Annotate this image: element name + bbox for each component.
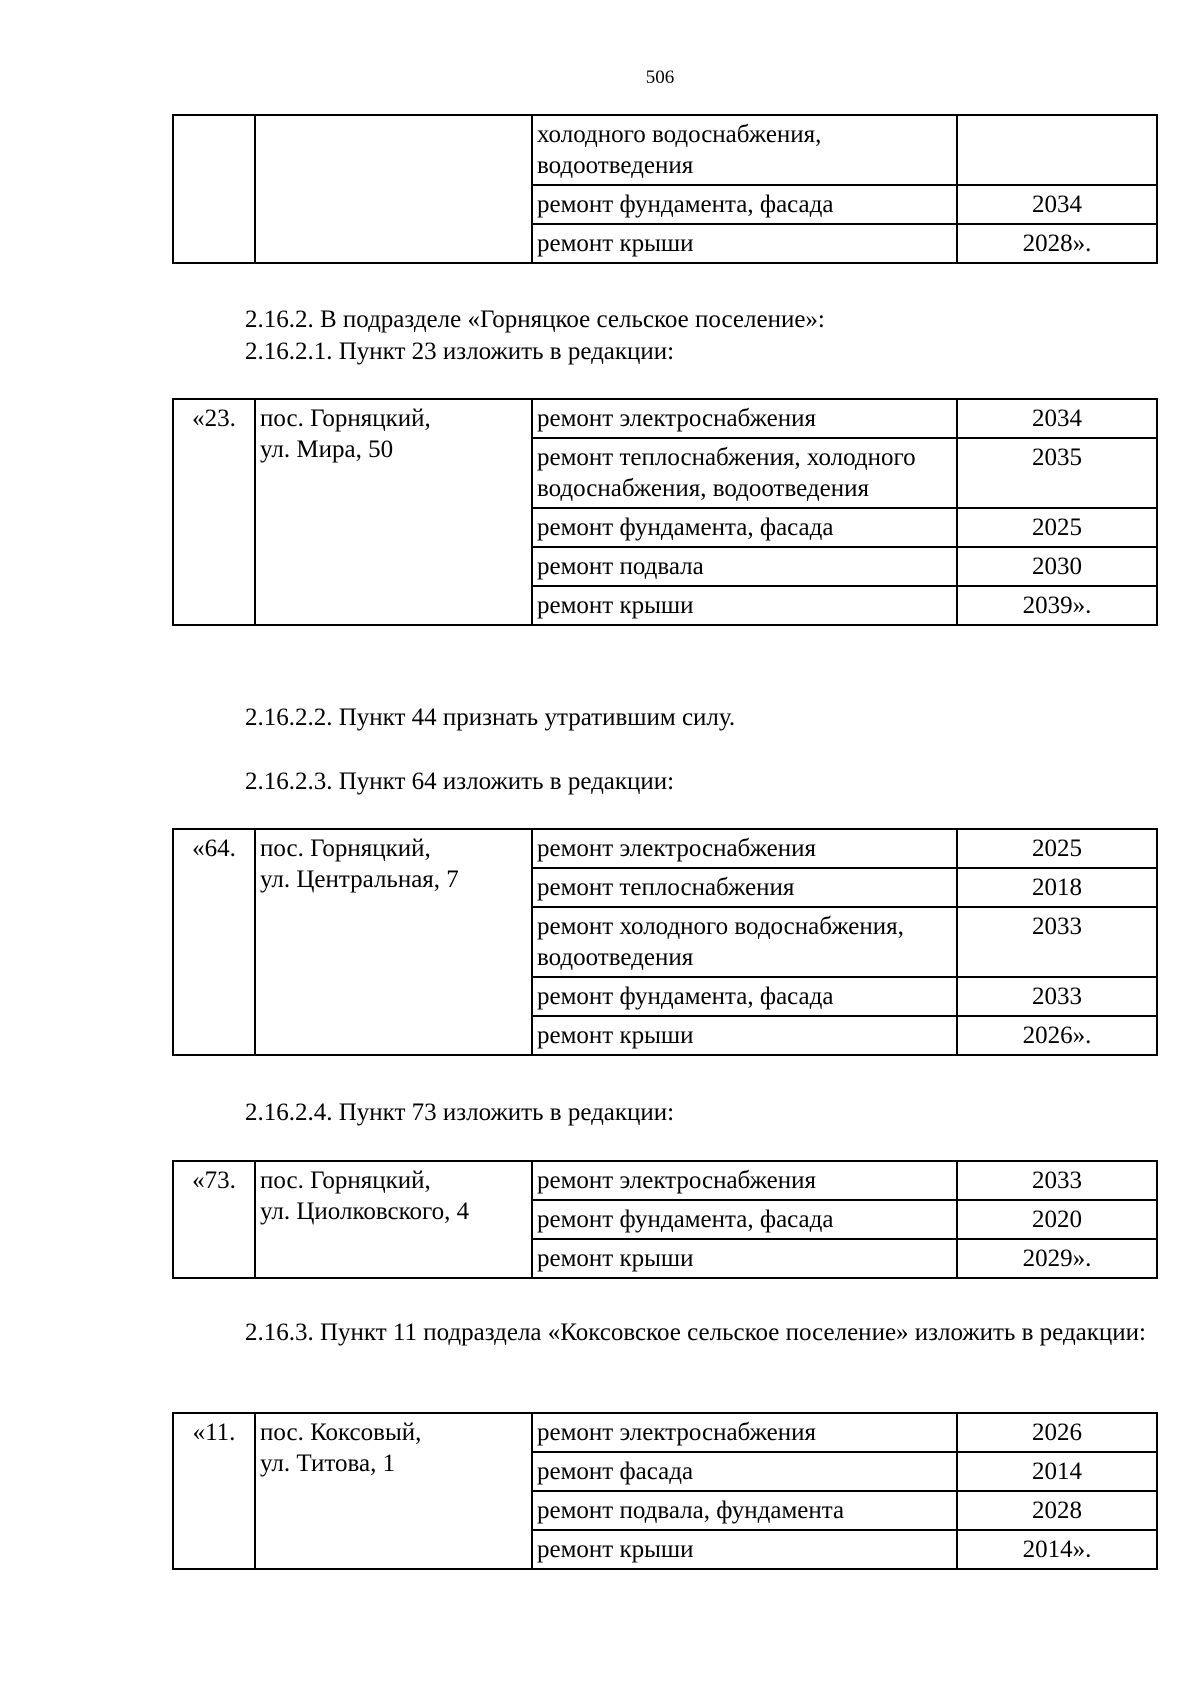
year-cell: 2034 [957, 185, 1157, 224]
year-cell: 2018 [957, 868, 1157, 907]
year-cell: 2020 [957, 1200, 1157, 1239]
work-cell: ремонт электроснабжения [532, 1161, 957, 1200]
year-cell: 2029». [957, 1239, 1157, 1278]
year-cell: 2030 [957, 547, 1157, 586]
address-cell [255, 1161, 532, 1278]
work-cell: ремонт фундамента, фасада [532, 508, 957, 547]
address-cell [255, 1413, 532, 1569]
table-row [173, 115, 1157, 185]
work-cell: ремонт теплоснабжения, холодного водоснабжения, водоотведения [532, 438, 957, 508]
work-cell: ремонт крыши [532, 586, 957, 625]
year-cell [957, 115, 1157, 185]
item-number: «73. [173, 1161, 255, 1278]
year-cell: 2014 [957, 1452, 1157, 1491]
work-cell: ремонт фундамента, фасада [532, 1200, 957, 1239]
address-street: ул. Мира, 50 [260, 436, 394, 463]
year-cell: 2039». [957, 586, 1157, 625]
table-item-73 [172, 1160, 1158, 1279]
work-cell: ремонт подвала, фундамента [532, 1491, 957, 1530]
table-row [173, 1161, 1157, 1200]
address-cell [255, 115, 532, 263]
year-cell: 2034 [957, 399, 1157, 438]
work-cell: ремонт электроснабжения [532, 399, 957, 438]
work-cell: ремонт электроснабжения [532, 1413, 957, 1452]
paragraph-2-16-3: 2.16.3. Пункт 11 подраздела «Коксовское сельское поселение» изложить в редакции: [245, 1319, 1146, 1346]
address-cell [255, 399, 532, 625]
work-cell: ремонт крыши [532, 224, 957, 263]
num-cell [173, 115, 255, 263]
paragraph-2-16-2-3: 2.16.2.3. Пункт 64 изложить в редакции: [245, 768, 675, 795]
address-street: ул. Центральная, 7 [260, 866, 459, 893]
address-settlement: пос. Коксовый, [260, 1419, 422, 1446]
address-settlement: пос. Горняцкий, [260, 835, 431, 862]
page-number: 506 [645, 67, 675, 88]
table-row [173, 399, 1157, 438]
year-cell: 2026 [957, 1413, 1157, 1452]
work-cell: ремонт крыши [532, 1016, 957, 1055]
year-cell: 2033 [957, 1161, 1157, 1200]
address-street: ул. Циолковского, 4 [260, 1198, 470, 1225]
table-row [173, 829, 1157, 868]
paragraph-2-16-2-1: 2.16.2.1. Пункт 23 изложить в редакции: [245, 338, 675, 365]
address-settlement: пос. Горняцкий, [260, 405, 431, 432]
table-item-64 [172, 828, 1158, 1056]
paragraph-2-16-2-2: 2.16.2.2. Пункт 44 признать утратившим силу. [245, 704, 736, 731]
work-cell: ремонт электроснабжения [532, 829, 957, 868]
item-number: «64. [173, 829, 255, 1055]
work-cell: ремонт фундамента, фасада [532, 185, 957, 224]
year-cell: 2033 [957, 977, 1157, 1016]
year-cell: 2025 [957, 508, 1157, 547]
paragraph-2-16-2-4: 2.16.2.4. Пункт 73 изложить в редакции: [245, 1099, 675, 1126]
work-cell: ремонт теплоснабжения [532, 868, 957, 907]
work-cell: ремонт холодного водоснабжения, водоотведения [532, 907, 957, 977]
work-cell: ремонт крыши [532, 1530, 957, 1569]
table-row [173, 1413, 1157, 1452]
year-cell: 2025 [957, 829, 1157, 868]
year-cell: 2028 [957, 1491, 1157, 1530]
year-cell: 2026». [957, 1016, 1157, 1055]
work-cell: ремонт крыши [532, 1239, 957, 1278]
year-cell: 2014». [957, 1530, 1157, 1569]
address-settlement: пос. Горняцкий, [260, 1167, 431, 1194]
paragraph-2-16-2: 2.16.2. В подразделе «Горняцкое сельское поселение»: [245, 306, 825, 333]
work-cell: ремонт подвала [532, 547, 957, 586]
table-item-11 [172, 1412, 1158, 1570]
year-cell: 2033 [957, 907, 1157, 977]
continuation-table [172, 114, 1158, 264]
year-cell: 2028». [957, 224, 1157, 263]
work-cell: ремонт фундамента, фасада [532, 977, 957, 1016]
item-number: «23. [173, 399, 255, 625]
address-street: ул. Титова, 1 [260, 1450, 396, 1477]
work-cell: холодного водоснабжения, водоотведения [532, 115, 957, 185]
address-cell [255, 829, 532, 1055]
item-number: «11. [173, 1413, 255, 1569]
year-cell: 2035 [957, 438, 1157, 508]
work-cell: ремонт фасада [532, 1452, 957, 1491]
table-item-23 [172, 398, 1158, 626]
